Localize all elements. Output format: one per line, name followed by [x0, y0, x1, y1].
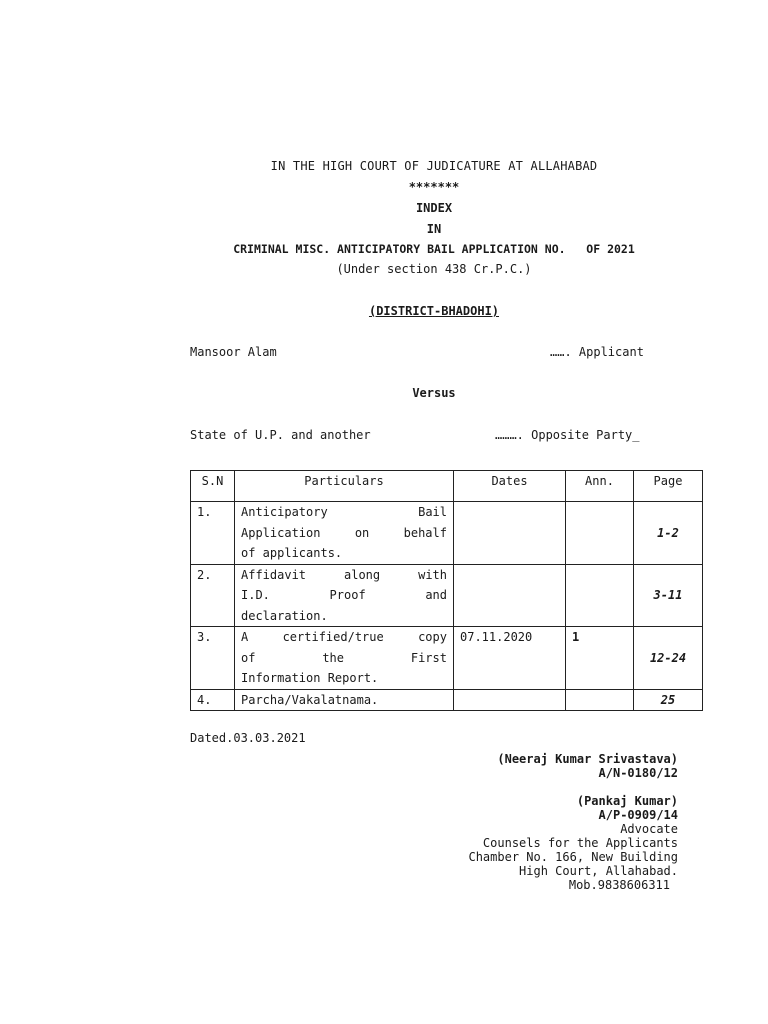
counsel-two-id: A/P-0909/14 — [598, 808, 678, 822]
counsel-one-name: (Neeraj Kumar Srivastava) — [497, 752, 678, 766]
applicant-role: ……. Applicant — [550, 345, 644, 359]
particulars-line — [241, 606, 447, 627]
row-ann: 1 — [566, 627, 634, 690]
district-heading: (DISTRICT-BHADOHI) — [368, 304, 500, 318]
address-line-2: High Court, Allahabad. — [519, 864, 678, 878]
court-title: IN THE HIGH COURT OF JUDICATURE AT ALLAHABAD — [270, 159, 598, 173]
row-particulars — [235, 627, 454, 690]
counsel-two-block — [468, 794, 678, 892]
particulars-text: Application on behalf — [241, 525, 447, 540]
row-ann — [566, 564, 634, 627]
designation: Advocate — [620, 822, 678, 836]
particulars-text: I.D. Proof and — [241, 588, 447, 602]
particulars-line — [241, 627, 447, 648]
particulars-text: of the First — [241, 650, 447, 665]
row-date: 07.11.2020 — [454, 627, 566, 690]
opposite-party-role: ………. Opposite Party_ — [495, 428, 640, 442]
dated-line: Dated.03.03.2021 — [190, 731, 306, 745]
row-sn: 3. — [191, 627, 235, 690]
counsel-role: Counsels for the Applicants — [482, 836, 678, 850]
versus-heading: Versus — [412, 386, 456, 400]
particulars-text: A certified/true copy — [241, 630, 447, 644]
row-sn: 2. — [191, 564, 235, 627]
applicant-name: Mansoor Alam — [190, 345, 277, 359]
row-date — [454, 689, 566, 711]
address-line-1: Chamber No. 166, New Building — [468, 850, 678, 864]
header-sn: S.N — [191, 471, 235, 502]
table-row — [191, 627, 703, 690]
header-particulars: Particulars — [235, 471, 454, 502]
particulars-line — [241, 543, 447, 564]
table-row — [191, 689, 703, 711]
row-page: 1-2 — [634, 502, 703, 565]
application-number: CRIMINAL MISC. ANTICIPATORY BAIL APPLICATION NO. OF 2021 — [233, 242, 635, 256]
table-row — [191, 564, 703, 627]
header-dates: Dates — [454, 471, 566, 502]
row-particulars — [235, 564, 454, 627]
row-particulars — [235, 502, 454, 565]
particulars-line — [241, 648, 447, 669]
particulars-text: Affidavit along with — [241, 567, 447, 582]
particulars-line — [241, 668, 447, 689]
index-table — [190, 470, 703, 711]
row-ann — [566, 502, 634, 565]
row-page: 12-24 — [634, 627, 703, 690]
row-sn: 1. — [191, 502, 235, 565]
particulars-line — [241, 690, 447, 711]
counsel-one-id: A/N-0180/12 — [598, 766, 678, 780]
row-ann — [566, 689, 634, 711]
particulars-line — [241, 502, 447, 523]
header-page: Page — [634, 471, 703, 502]
under-section: (Under section 438 Cr.P.C.) — [336, 262, 532, 276]
particulars-text: Parcha/Vakalatnama. — [241, 692, 379, 707]
particulars-text: Information Report. — [241, 671, 379, 685]
table-header-row — [191, 471, 703, 502]
row-date — [454, 564, 566, 627]
row-date — [454, 502, 566, 565]
row-page: 25 — [634, 689, 703, 711]
opposite-party-name: State of U.P. and another — [190, 428, 371, 442]
counsel-two-name: (Pankaj Kumar) — [576, 794, 678, 808]
mobile-number: Mob.9838606311 — [568, 878, 670, 892]
row-sn: 4. — [191, 689, 235, 711]
particulars-text: declaration. — [241, 608, 328, 623]
particulars-text: of applicants. — [241, 546, 343, 560]
particulars-line — [241, 523, 447, 544]
particulars-text: Anticipatory Bail — [241, 505, 447, 519]
separator-stars: ******* — [408, 180, 460, 194]
index-heading: INDEX — [415, 201, 453, 215]
header-ann: Ann. — [566, 471, 634, 502]
row-page: 3-11 — [634, 564, 703, 627]
particulars-line — [241, 565, 447, 586]
row-particulars — [235, 689, 454, 711]
in-heading: IN — [426, 222, 442, 236]
table-row — [191, 502, 703, 565]
particulars-line — [241, 585, 447, 606]
counsel-one-block — [497, 752, 678, 780]
